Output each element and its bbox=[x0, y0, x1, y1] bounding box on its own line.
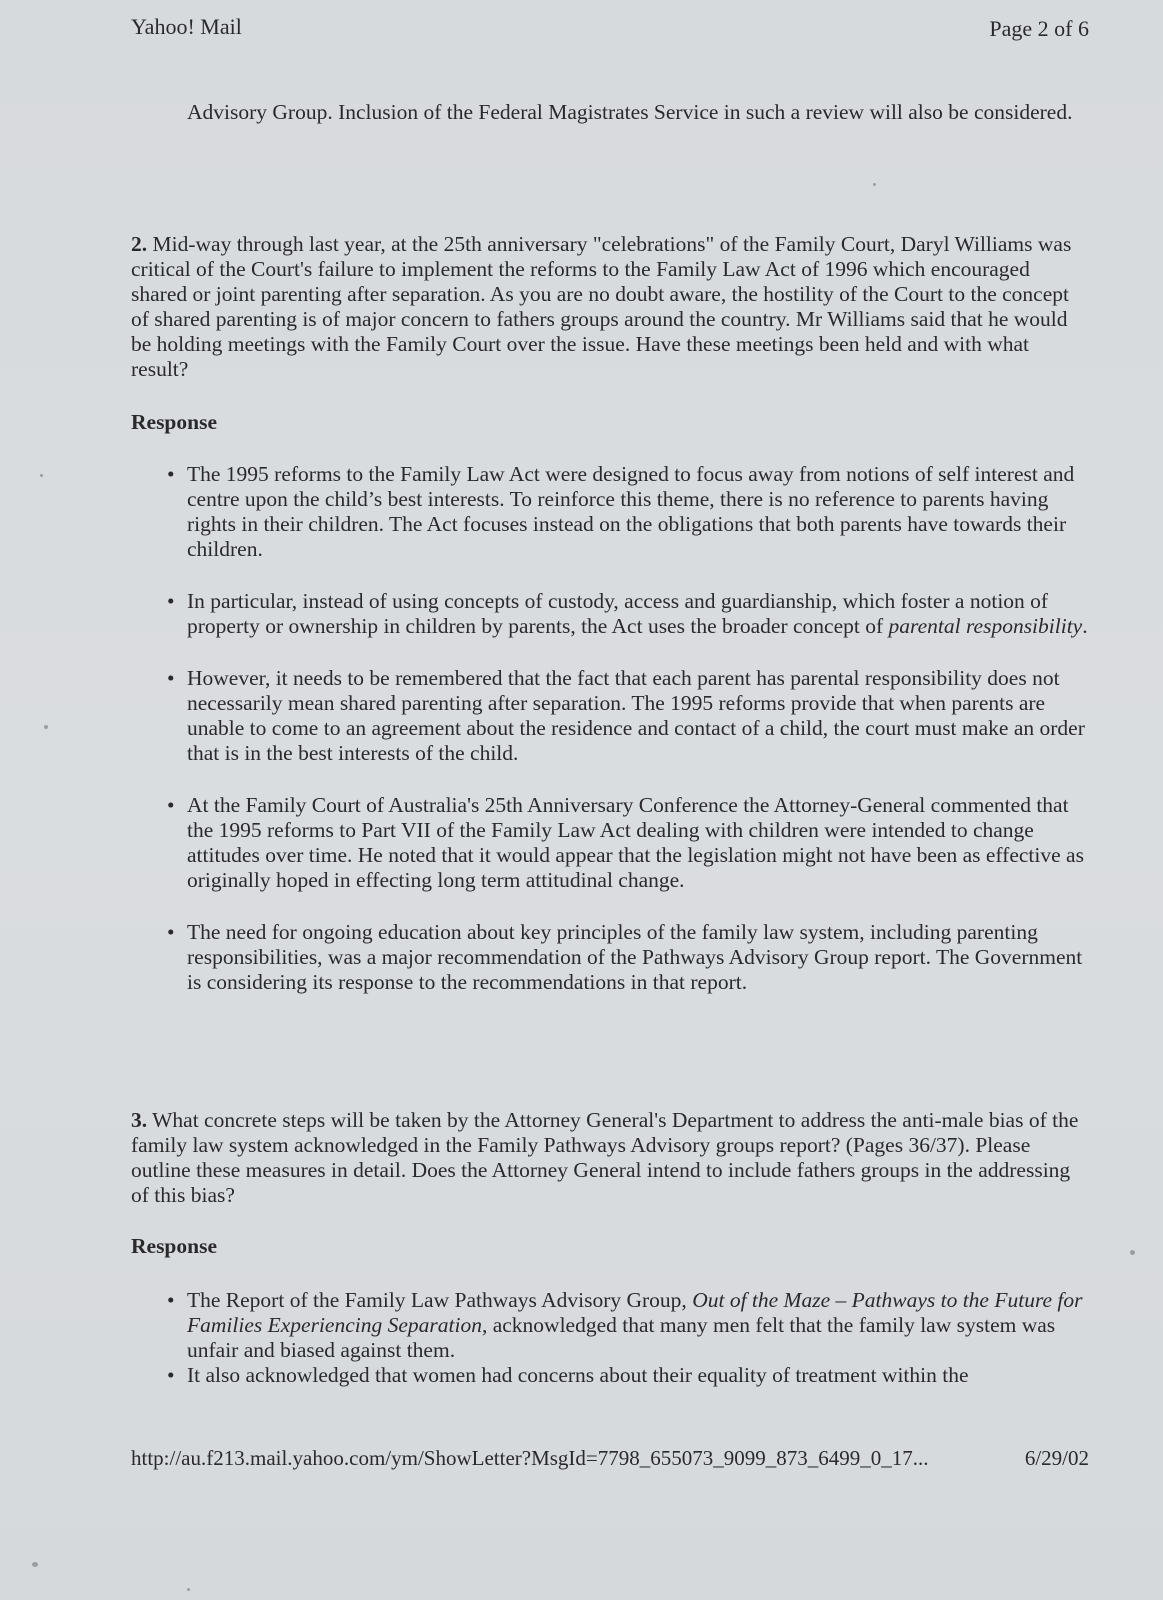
list-item bbox=[131, 1363, 1091, 1388]
response-heading-2: Response bbox=[131, 410, 218, 434]
bullet-icon: • bbox=[167, 793, 175, 817]
question-3 bbox=[131, 1108, 1091, 1208]
question-2 bbox=[131, 232, 1091, 382]
list-item-text: The need for ongoing education about key principles of the family law system, including parenting responsibilities, was a major recommendation of the Pathways Advisory Group report. The Government is considering its response to the recommendations in that report. bbox=[187, 920, 1083, 994]
list-item-text: It also acknowledged that women had concerns about their equality of treatment within the bbox=[187, 1363, 969, 1387]
intro-paragraph: Advisory Group. Inclusion of the Federal Magistrates Service in such a review will also be considered. bbox=[187, 100, 1073, 124]
scan-speck bbox=[40, 474, 43, 477]
list-item bbox=[131, 920, 1091, 995]
list-item-text-after: . bbox=[1082, 614, 1088, 638]
bullet-icon: • bbox=[167, 920, 175, 944]
footer-url: http://au.f213.mail.yahoo.com/ym/ShowLetter?MsgId=7798_655073_9099_873_6499_0_17... bbox=[131, 1446, 929, 1470]
scan-speck bbox=[1130, 1250, 1135, 1255]
list-item bbox=[131, 1288, 1091, 1363]
question-2-number: 2. bbox=[131, 232, 148, 256]
list-item-text: The 1995 reforms to the Family Law Act were designed to focus away from notions of self interest and centre upon the child’s best interests. To reinforce this theme, there is no reference to parents having rights in their children. The Act focuses instead on the obligations that both parents have towards their children. bbox=[187, 462, 1075, 561]
scan-speck bbox=[44, 725, 48, 729]
question-3-number: 3. bbox=[131, 1108, 148, 1132]
list-item bbox=[131, 589, 1091, 639]
scan-speck bbox=[187, 1588, 190, 1591]
list-item-text: At the Family Court of Australia's 25th Anniversary Conference the Attorney-General commented that the 1995 reforms to Part VII of the Family Law Act dealing with children were intended to change attitudes over time. He noted that it would appear that the legislation might not have been as effective as originally hoped in effecting long term attitudinal change. bbox=[187, 793, 1084, 892]
bullet-icon: • bbox=[167, 666, 175, 690]
list-item-text: In particular, instead of using concepts of custody, access and guardianship, which foster a notion of property or ownership in children by parents, the Act uses the broader concept of bbox=[187, 589, 1049, 638]
header-app-name: Yahoo! Mail bbox=[131, 14, 242, 39]
bullet-icon: • bbox=[167, 1288, 175, 1312]
list-item bbox=[131, 793, 1091, 893]
list-item-emphasis: parental responsibility bbox=[888, 614, 1083, 638]
question-2-text: Mid-way through last year, at the 25th anniversary "celebrations" of the Family Court, Daryl Williams was critical of the Court's failure to implement the reforms to the Family Law Act of 1996 which encouraged shared or joint parenting after separation. As you are no doubt aware, the hostility of the Court to the concept of shared parenting is of major concern to fathers groups around the country. Mr Williams said that he would be holding meetings with the Family Court over the issue. Have these meetings been held and with what result? bbox=[131, 232, 1072, 381]
list-item bbox=[131, 666, 1091, 766]
list-item-emphasis: Out of the Maze – Pathways to the Future for Families Experiencing Separation bbox=[187, 1288, 1083, 1337]
scan-speck bbox=[873, 183, 876, 186]
list-item-text: However, it needs to be remembered that the fact that each parent has parental responsibility does not necessarily mean shared parenting after separation. The 1995 reforms provide that when parents are unable to come to an agreement about the residence and contact of a child, the court must make an order that is in the best interests of the child. bbox=[187, 666, 1085, 765]
list-item bbox=[131, 462, 1091, 562]
bullet-icon: • bbox=[167, 589, 175, 613]
response-list-3 bbox=[131, 1288, 1091, 1388]
header-page-indicator: Page 2 of 6 bbox=[989, 16, 1089, 41]
bullet-icon: • bbox=[167, 1363, 175, 1387]
list-item-text-before: The Report of the Family Law Pathways Advisory Group, bbox=[187, 1288, 693, 1312]
list-item-text: , acknowledged that many men felt that the family law system was unfair and biased against them. bbox=[187, 1313, 1056, 1362]
question-3-text: What concrete steps will be taken by the Attorney General's Department to address the anti-male bias of the family law system acknowledged in the Family Pathways Advisory groups report? (Pages 36/37). Please outline these measures in detail. Does the Attorney General intend to include fathers groups in the addressing of this bias? bbox=[131, 1108, 1079, 1207]
response-heading-3: Response bbox=[131, 1234, 218, 1258]
footer-date: 6/29/02 bbox=[1024, 1446, 1089, 1470]
scan-speck bbox=[32, 1562, 38, 1567]
bullet-icon: • bbox=[167, 462, 175, 486]
response-list-2 bbox=[131, 462, 1091, 1022]
